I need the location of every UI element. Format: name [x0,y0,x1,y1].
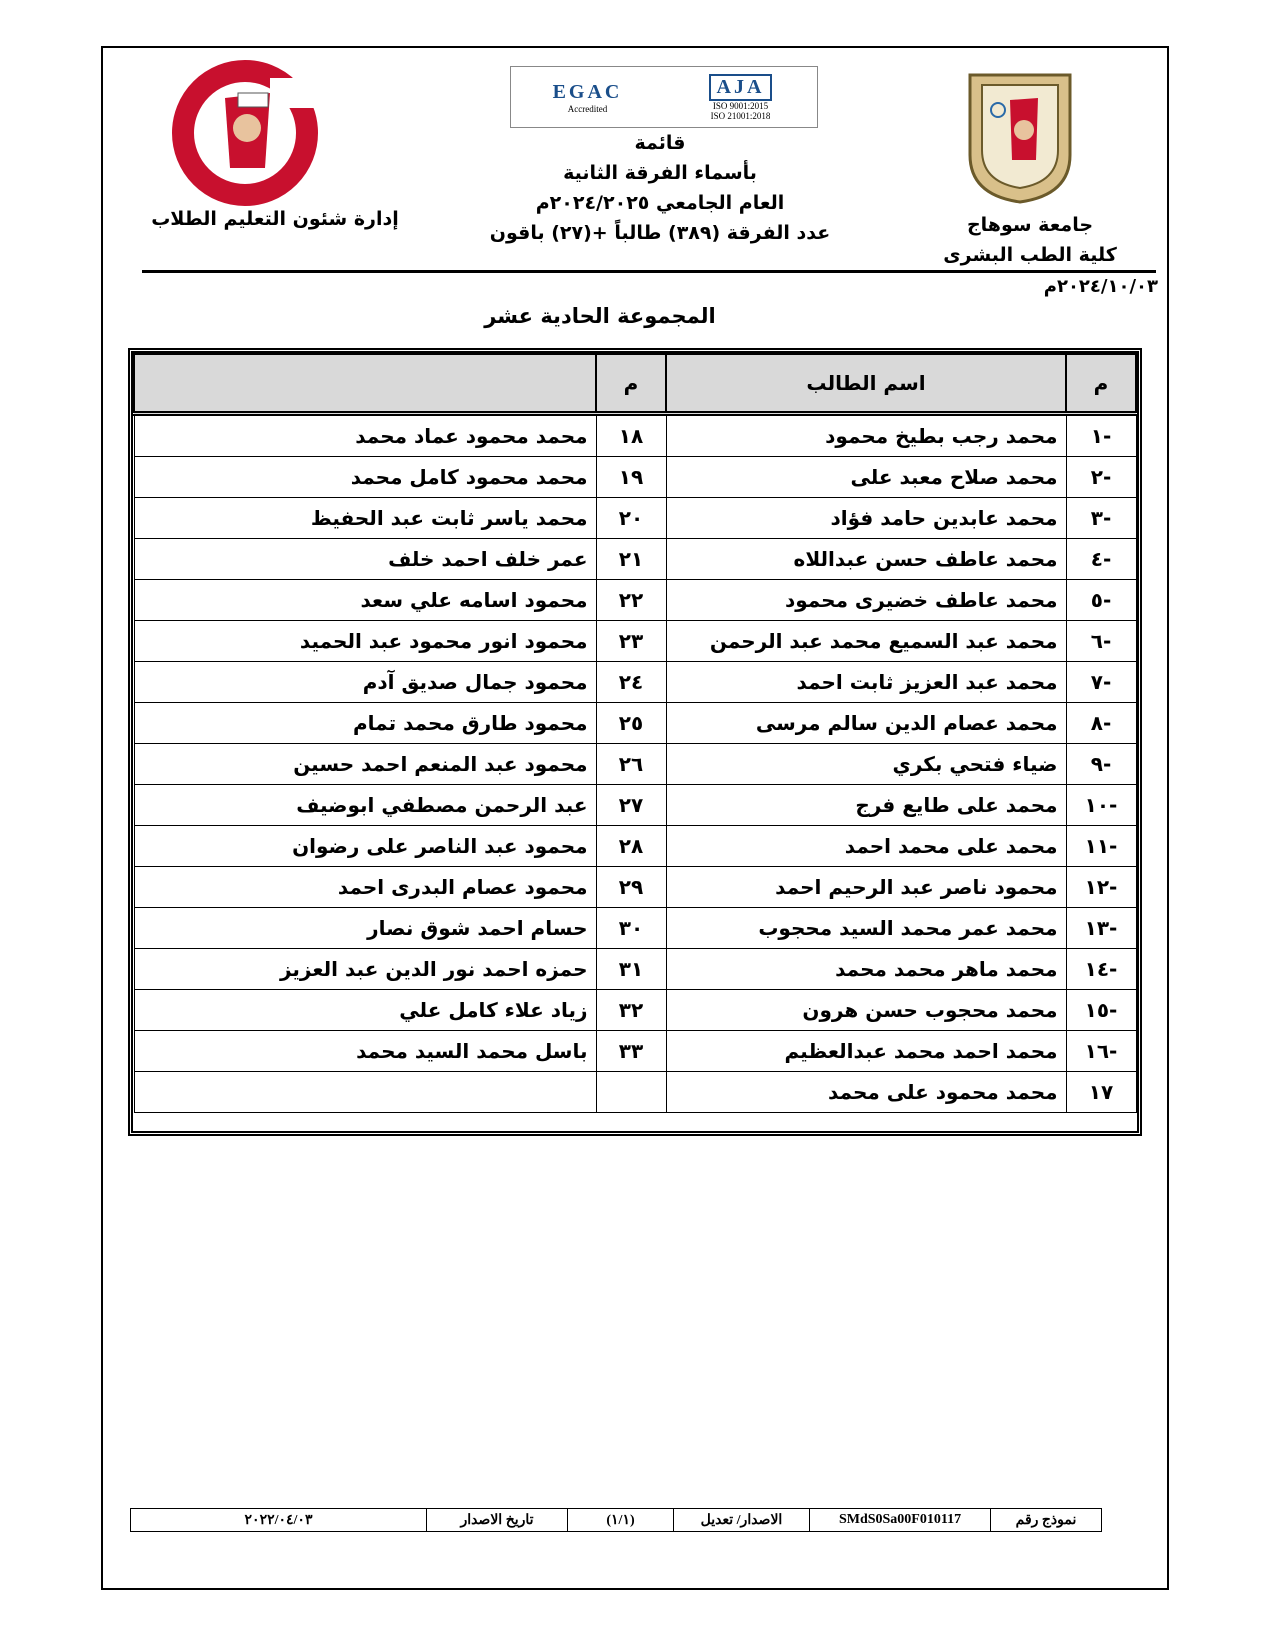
row-number: ٢٦ [596,744,666,785]
table-row [134,1072,1136,1113]
student-name: محمد ماهر محمد محمد [666,949,1066,990]
university-name: جامعة سوهاج كلية الطب البشرى [943,214,1117,266]
student-name: محمود انور محمود عبد الحميد [134,621,596,662]
faculty-logo [150,58,340,208]
row-number: -٩ [1066,744,1136,785]
student-name: ضياء فتحي بكري [666,744,1066,785]
table-row [134,414,1136,457]
student-name: محمد صلاح معبد على [666,457,1066,498]
student-name: زياد علاء كامل علي [134,990,596,1031]
table-row [134,539,1136,580]
student-name: محمد رجب بطيخ محمود [666,414,1066,457]
table-header [134,354,1136,414]
student-name: محمد عصام الدين سالم مرسى [666,703,1066,744]
row-number: -١٣ [1066,908,1136,949]
row-number: -١ [1066,414,1136,457]
student-name: محمد عبد العزيز ثابت احمد [666,662,1066,703]
row-number: ٢٣ [596,621,666,662]
table-row [134,908,1136,949]
table-row [134,949,1136,990]
row-number: ١٨ [596,414,666,457]
table-row [134,621,1136,662]
row-number: ٢٢ [596,580,666,621]
form-footer [130,1508,1102,1532]
student-name: محمد محجوب حسن هرون [666,990,1066,1031]
header-divider [142,270,1156,273]
row-number [596,1072,666,1113]
table-row [134,498,1136,539]
row-number: -١٦ [1066,1031,1136,1072]
row-number: -٤ [1066,539,1136,580]
student-name: محمد على طايع فرج [666,785,1066,826]
student-name: محمد عمر محمد السيد محجوب [666,908,1066,949]
table-row [134,826,1136,867]
table-row [134,867,1136,908]
table-row [134,744,1136,785]
table-row [134,457,1136,498]
table-row [134,662,1136,703]
row-number: -٧ [1066,662,1136,703]
heading-class: بأسماء الفرقة الثانية [563,162,757,184]
row-number: ٣٣ [596,1031,666,1072]
table-row [134,703,1136,744]
student-name: محمد عابدين حامد فؤاد [666,498,1066,539]
heading-title: قائمة [634,132,686,154]
row-number: ٣١ [596,949,666,990]
row-number: ٢٧ [596,785,666,826]
form-number: SMdS0Sa00F010117 [809,1509,990,1531]
student-name: حسام احمد شوق نصار [134,908,596,949]
student-name: عمر خلف احمد خلف [134,539,596,580]
issue-value: (١/١) [567,1509,673,1531]
row-number: -٢ [1066,457,1136,498]
row-number: ٣٠ [596,908,666,949]
row-number: ١٧ [1066,1072,1136,1113]
row-number: ١٩ [596,457,666,498]
col-header-num: م [1066,354,1136,414]
group-title: المجموعة الحادية عشر [484,304,716,328]
row-number: -١٤ [1066,949,1136,990]
col-header-name: اسم الطالب [666,354,1066,414]
issue-date-value: ٢٠٢٢/٠٤/٠٣ [244,1512,313,1528]
row-number: ٣٢ [596,990,666,1031]
student-name [134,1072,596,1113]
department-name: إدارة شئون التعليم الطلاب [151,208,399,230]
student-name: محمود طارق محمد تمام [134,703,596,744]
aja-logo: AJA ISO 9001:2015 ISO 21001:2018 [664,67,817,127]
row-number: -١٥ [1066,990,1136,1031]
row-number: ٢٤ [596,662,666,703]
student-name: محمود جمال صديق آدم [134,662,596,703]
student-name: محمود عبد الناصر على رضوان [134,826,596,867]
row-number: -١٠ [1066,785,1136,826]
egac-logo: EGAC Accredited [552,80,623,114]
document-heading [470,128,850,248]
col-header-name [134,354,596,414]
heading-year: العام الجامعي ٢٠٢٤/٢٠٢٥م [535,192,785,214]
certification-logos [510,66,818,128]
student-name: محمد عاطف حسن عبداللاه [666,539,1066,580]
student-name: محمد عاطف خضيرى محمود [666,580,1066,621]
row-number: ٢٥ [596,703,666,744]
heading-count: عدد الفرقة (٣٨٩) طالباً +(٢٧) باقون [489,222,831,244]
student-name: محمد ياسر ثابت عبد الحفيظ [134,498,596,539]
student-name: عبد الرحمن مصطفي ابوضيف [134,785,596,826]
row-number: -٨ [1066,703,1136,744]
row-number: ٢١ [596,539,666,580]
student-name: محمد محمود عماد محمد [134,414,596,457]
row-number: -١١ [1066,826,1136,867]
row-number: ٢٨ [596,826,666,867]
university-crest [960,70,1080,205]
issue-label: الاصدار/ تعديل [673,1509,809,1531]
student-name: محمد احمد محمد عبدالعظيم [666,1031,1066,1072]
student-name: باسل محمد السيد محمد [134,1031,596,1072]
student-name: محمود عبد المنعم احمد حسين [134,744,596,785]
student-name: محمود اسامه علي سعد [134,580,596,621]
table-body [134,414,1136,1113]
student-name: محمد عبد السميع محمد عبد الرحمن [666,621,1066,662]
student-name: حمزه احمد نور الدين عبد العزيز [134,949,596,990]
students-table [128,348,1142,1136]
row-number: -٣ [1066,498,1136,539]
row-number: ٢٩ [596,867,666,908]
table-row [134,785,1136,826]
table-row [134,990,1136,1031]
row-number: -٥ [1066,580,1136,621]
student-name: محمود عصام البدرى احمد [134,867,596,908]
student-name: محمود ناصر عبد الرحيم احمد [666,867,1066,908]
student-name: محمد محمود كامل محمد [134,457,596,498]
student-name: محمد محمود على محمد [666,1072,1066,1113]
col-header-num: م [596,354,666,414]
table-row [134,1031,1136,1072]
table-row [134,580,1136,621]
document-date: ٢٠٢٤/١٠/٠٣م [1043,276,1158,297]
row-number: ٢٠ [596,498,666,539]
row-number: -٦ [1066,621,1136,662]
student-name: محمد على محمد احمد [666,826,1066,867]
form-label: نموذج رقم [990,1509,1101,1531]
issue-date-label: تاريخ الاصدار [426,1509,567,1531]
row-number: -١٢ [1066,867,1136,908]
